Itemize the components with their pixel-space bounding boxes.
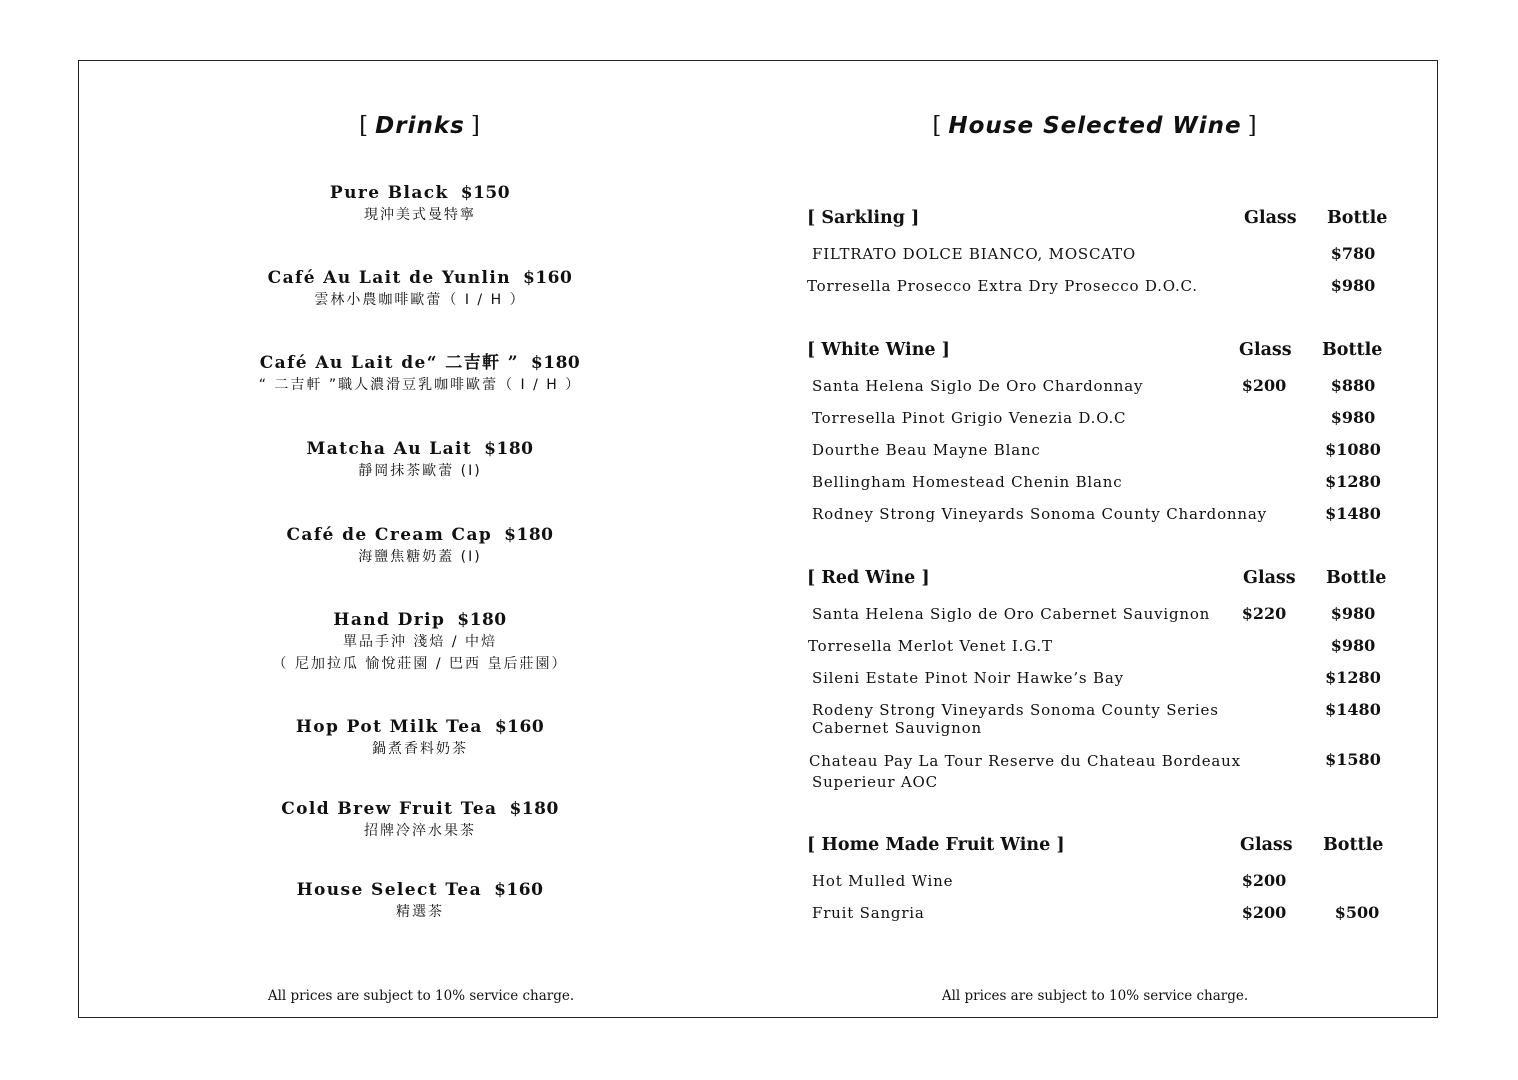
glass-column-header: Glass bbox=[1240, 835, 1293, 855]
glass-price: $200 bbox=[1241, 871, 1287, 890]
bottle-price: $980 bbox=[1330, 276, 1376, 295]
bottle-column-header: Bottle bbox=[1326, 568, 1387, 588]
drink-item bbox=[170, 716, 670, 760]
section-title-white-wine: [ White Wine ] bbox=[807, 340, 950, 360]
drink-item bbox=[170, 879, 670, 923]
bottle-price: $1580 bbox=[1325, 750, 1381, 769]
section-title-red-wine: [ Red Wine ] bbox=[807, 568, 930, 588]
bottle-price: $500 bbox=[1334, 903, 1380, 922]
drink-name-line: Hop Pot Milk Tea $160 bbox=[295, 717, 545, 737]
wine-name: Santa Helena Siglo De Oro Chardonnay bbox=[812, 377, 1144, 395]
wine-name: Fruit Sangria bbox=[812, 904, 925, 922]
glass-column-header: Glass bbox=[1239, 340, 1292, 360]
section-title-sparkling: [ Sarkling ] bbox=[807, 208, 920, 228]
bottle-price: $880 bbox=[1330, 376, 1376, 395]
glass-column-header: Glass bbox=[1243, 568, 1296, 588]
glass-price: $200 bbox=[1241, 903, 1287, 922]
drink-description: 鍋煮香料奶茶 bbox=[372, 741, 468, 757]
drink-item bbox=[170, 609, 670, 675]
drink-item bbox=[170, 798, 670, 842]
service-charge-note: All prices are subject to 10% service charge. bbox=[941, 988, 1249, 1004]
drink-item bbox=[170, 267, 670, 311]
wine-name: Torresella Merlot Venet I.G.T bbox=[808, 637, 1053, 655]
drink-description: 靜岡抹茶歐蕾 (I) bbox=[358, 463, 482, 479]
drink-name-line: Cold Brew Fruit Tea $180 bbox=[281, 799, 559, 819]
drink-name-line: Café Au Lait de“ 二吉軒 ” $180 bbox=[259, 353, 581, 373]
drink-name-line: Café de Cream Cap $180 bbox=[286, 525, 554, 545]
wine-name: Torresella Pinot Grigio Venezia D.O.C bbox=[812, 409, 1127, 427]
section-title-fruit-wine: [ Home Made Fruit Wine ] bbox=[807, 835, 1065, 855]
bottle-price: $780 bbox=[1330, 244, 1376, 263]
drink-name-line: Café Au Lait de Yunlin $160 bbox=[267, 268, 573, 288]
wine-name: Dourthe Beau Mayne Blanc bbox=[812, 441, 1041, 459]
bottle-price: $1280 bbox=[1325, 472, 1381, 491]
drink-name-line: House Select Tea $160 bbox=[296, 880, 544, 900]
bottle-column-header: Bottle bbox=[1323, 835, 1384, 855]
bottle-column-header: Bottle bbox=[1327, 208, 1388, 228]
drink-item bbox=[170, 352, 670, 396]
service-charge-note: All prices are subject to 10% service charge. bbox=[267, 988, 575, 1004]
drink-description: 精選茶 bbox=[396, 904, 444, 920]
drink-description: （ 尼加拉瓜 愉悅莊園 / 巴西 皇后莊園） bbox=[272, 656, 568, 672]
wine-heading: [ House Selected Wine ] bbox=[932, 113, 1258, 139]
bottle-price: $980 bbox=[1330, 408, 1376, 427]
drink-item bbox=[170, 524, 670, 568]
wine-name: Sileni Estate Pinot Noir Hawke’s Bay bbox=[812, 669, 1124, 687]
bottle-price: $1280 bbox=[1325, 668, 1381, 687]
drink-name-line: Hand Drip $180 bbox=[333, 610, 507, 630]
glass-price: $220 bbox=[1241, 604, 1287, 623]
drink-name-line: Matcha Au Lait $180 bbox=[306, 439, 534, 459]
wine-name: Bellingham Homestead Chenin Blanc bbox=[812, 473, 1123, 491]
wine-name: FILTRATO DOLCE BIANCO, MOSCATO bbox=[812, 245, 1136, 263]
drink-item bbox=[170, 182, 670, 226]
bottle-price: $980 bbox=[1330, 604, 1376, 623]
drink-description: 現沖美式曼特寧 bbox=[364, 207, 476, 223]
drink-description: 招牌冷淬水果茶 bbox=[364, 823, 476, 839]
drink-item bbox=[170, 438, 670, 482]
bottle-price: $1480 bbox=[1325, 700, 1381, 719]
drink-description: 雲林小農咖啡歐蕾（ I / H ） bbox=[314, 292, 526, 308]
bottle-price: $1080 bbox=[1325, 440, 1381, 459]
wine-name: Hot Mulled Wine bbox=[812, 872, 954, 890]
wine-name: Rodeny Strong Vineyards Sonoma County Series Cabernet Sauvignon bbox=[812, 701, 1219, 737]
drink-description: “ 二吉軒 ”職人濃滑豆乳咖啡歐蕾（ I / H ） bbox=[258, 377, 582, 393]
glass-price: $200 bbox=[1241, 376, 1287, 395]
wine-name: Rodney Strong Vineyards Sonoma County Chardonnay bbox=[812, 505, 1267, 523]
bottle-price: $1480 bbox=[1325, 504, 1381, 523]
wine-name: Torresella Prosecco Extra Dry Prosecco D.O.C. bbox=[807, 277, 1198, 295]
glass-column-header: Glass bbox=[1244, 208, 1297, 228]
wine-name: Santa Helena Siglo de Oro Cabernet Sauvignon bbox=[812, 605, 1211, 623]
drink-description: 海鹽焦糖奶蓋 (I) bbox=[358, 549, 482, 565]
drinks-heading: [ Drinks ] bbox=[359, 113, 481, 139]
bottle-column-header: Bottle bbox=[1322, 340, 1383, 360]
bottle-price: $980 bbox=[1330, 636, 1376, 655]
wine-name: Chateau Pay La Tour Reserve du Chateau Bordeaux Superieur AOC bbox=[809, 752, 1241, 791]
drink-name-line: Pure Black $150 bbox=[329, 183, 511, 203]
drink-description: 單品手沖 淺焙 / 中焙 bbox=[342, 634, 498, 650]
